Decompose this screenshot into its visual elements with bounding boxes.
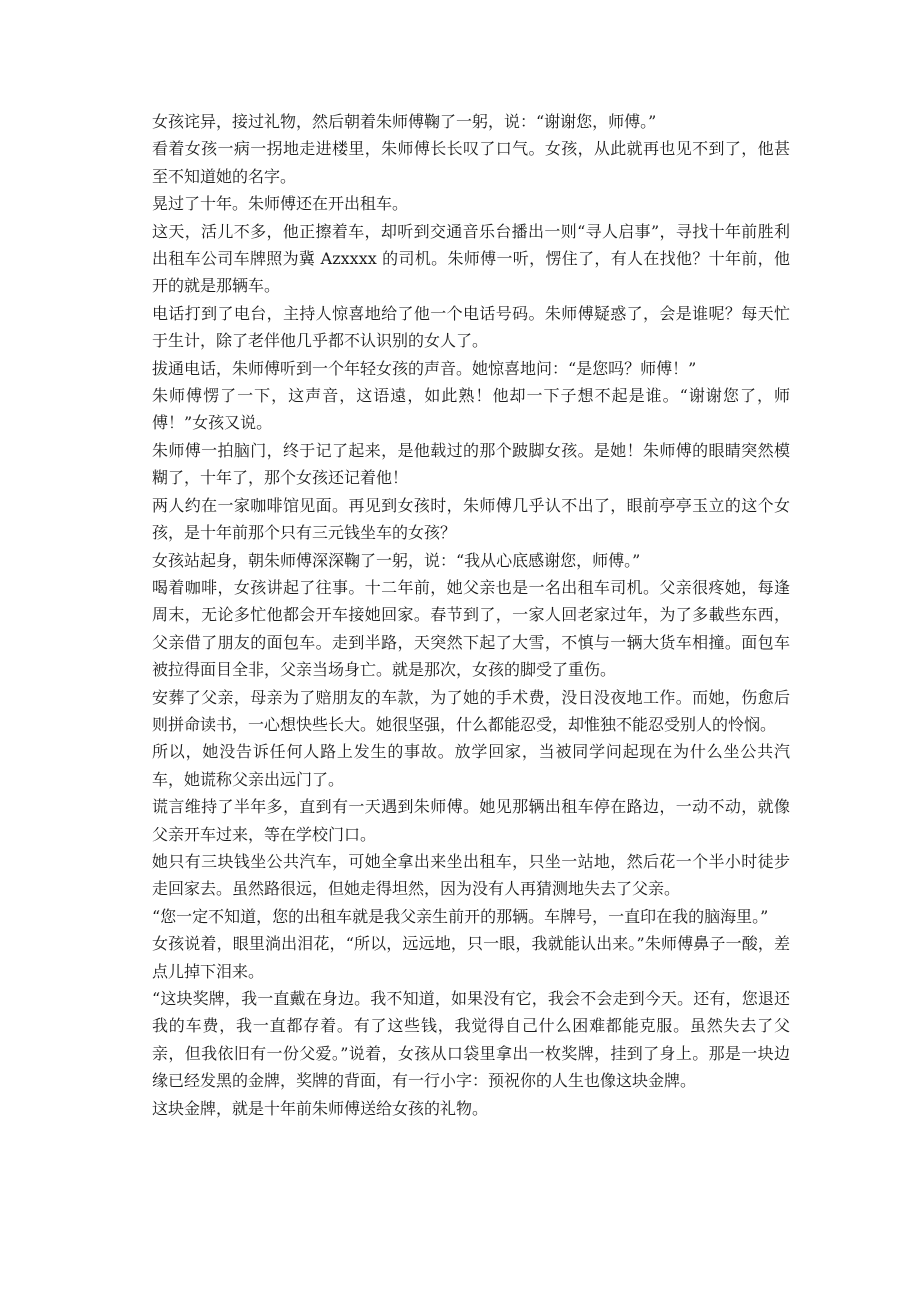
document-body	[152, 108, 790, 1122]
paragraph: 谎言维持了半年多，直到有一天遇到朱师傅。她见那辆出租车停在路边，一动不动，就像父亲开车过来，等在学校门口。	[152, 797, 790, 844]
paragraph: 女孩诧异，接过礼物，然后朝着朱师傅鞠了一躬，说：“谢谢您，师傅。”	[152, 112, 657, 131]
paragraph: 女孩说着，眼里淌出泪花，“所以，远远地，只一眼，我就能认出来。”朱师傅鼻子一酸，差点儿掉下泪来。	[152, 934, 790, 981]
paragraph: 朱师傅一拍脑门，终于记了起来，是他载过的那个跛脚女孩。是她！朱师傅的眼睛突然模糊了，十年了，那个女孩还记着他！	[152, 440, 790, 488]
paragraph: 安葬了父亲，母亲为了赔朋友的车款，为了她的手术费，没日没夜地工作。而她，伤愈后则拼命读书，一心想快些长大。她很坚强，什么都能忍受，却惟独不能忍受别人的怜悯。	[152, 687, 790, 734]
paragraph: 看着女孩一病一拐地走进楼里，朱师傅长长叹了口气。女孩，从此就再也见不到了，他甚至不知道她的名字。	[152, 139, 790, 186]
paragraph: 这天，活儿不多，他正擦着车，却听到交通音乐台播出一则“寻人启事”，寻找十年前胜利出租车公司车牌照为冀 Azxxxx 的司机。朱师傅一听，愣住了，有人在找他？十年前，他开的就是那辆车。	[152, 221, 790, 296]
paragraph: 电话打到了电台，主持人惊喜地给了他一个电话号码。朱师傅疑惑了，会是谁呢？每天忙于生计，除了老伴他几乎都不认识别的女人了。	[152, 303, 790, 351]
paragraph: 她只有三块钱坐公共汽车，可她全拿出来坐出租车，只坐一站地，然后花一个半小时徒步走回家去。虽然路很远，但她走得坦然，因为没有人再猜测地失去了父亲。	[152, 851, 790, 899]
paragraph: “这块奖牌，我一直戴在身边。我不知道，如果没有它，我会不会走到今天。还有，您退还我的车费，我一直都存着。有了这些钱，我觉得自己什么困难都能克服。虽然失去了父亲，但我依旧有一份父爱。”说着，女孩从口袋里拿出一枚奖牌，挂到了身上。那是一块边缘已经发黑的金牌，奖牌的背面，有一行小字：预祝你的人生也像这块金牌。	[152, 989, 790, 1091]
paragraph: “您一定不知道，您的出租车就是我父亲生前开的那辆。车牌号，一直印在我的脑海里。”	[152, 906, 769, 926]
paragraph: 拔通电话，朱师傅听到一个年轻女孩的声音。她惊喜地问：“是您吗？师傅！”	[152, 358, 697, 378]
paragraph: 两人约在一家咖啡馆见面。再见到女孩时，朱师傅几乎认不出了，眼前亭亭玉立的这个女孩，是十年前那个只有三元钱坐车的女孩？	[152, 495, 790, 543]
paragraph: 这块金牌，就是十年前朱师傅送给女孩的礼物。	[152, 1098, 489, 1118]
paragraph: 喝着咖啡，女孩讲起了往事。十二年前，她父亲也是一名出租车司机。父亲很疼她，每逢周末，无论多忙他都会开车接她回家。春节到了，一家人回老家过年，为了多載些东西，父亲借了朋友的面包车。走到半路，天突然下起了大雪，不慎与一辆大货车相撞。面包车被拉得面目全非，父亲当场身亡。就是那次，女孩的脚受了重伤。	[152, 577, 790, 680]
paragraph: 朱师傅愣了一下，这声音，这语遠，如此熟！他却一下子想不起是谁。“谢谢您了，师傅！”女孩又说。	[152, 386, 790, 433]
paragraph: 晃过了十年。朱师傅还在开出租车。	[152, 194, 409, 214]
paragraph: 所以，她没告诉任何人路上发生的事故。放学回家，当被同学问起现在为什么坐公共汽车，她谎称父亲出远门了。	[152, 742, 790, 789]
paragraph: 女孩站起身，朝朱师傅深深鞠了一躬，说：“我从心底感谢您，师傅。”	[152, 550, 641, 570]
